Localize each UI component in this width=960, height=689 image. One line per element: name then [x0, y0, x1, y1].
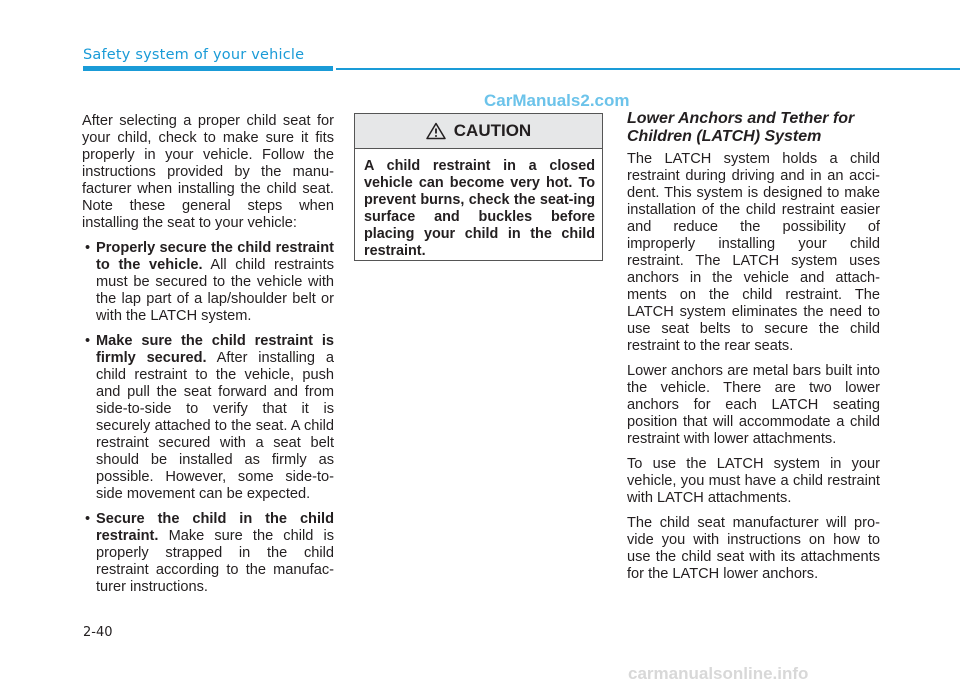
list-item-bold: Make sure the child restraint is firmly secured.	[96, 333, 334, 366]
bullet-icon: •	[85, 240, 91, 256]
bullet-icon: •	[85, 333, 91, 349]
warning-triangle-icon	[426, 122, 446, 140]
latch-paragraph: Lower anchors are metal bars built into the vehicle. There are two lower anchors for each LATCH seating position that will accommodate a child restraint with lower attachments.	[627, 363, 880, 447]
caution-label: CAUTION	[453, 121, 532, 140]
watermark-bottom: carmanualsonline.info	[628, 664, 809, 683]
instruction-list	[82, 240, 334, 596]
list-item	[82, 511, 334, 596]
caution-text: A child restraint in a closed vehicle can become very hot. To prevent burns, check the seat-ing surface and buckles before placing your child in the child restraint.	[364, 158, 595, 259]
latch-paragraph: The child seat manufacturer will pro-vide you with instructions on how to use the child seat with its attachments for the LATCH lower anchors.	[627, 515, 880, 582]
list-item-bold: Secure the child in the child restraint.	[96, 511, 334, 544]
latch-paragraph: The LATCH system holds a child restraint during driving and in an acci-dent. This system is designed to make installation of the child restraint easier and reduce the possibility of improperly installing your child restraint. The LATCH system uses anchors in the vehicle and attach-ments on the child restraint. The LATCH system eliminates the need to use seat belts to secure the child restraint to the rear seats.	[627, 151, 880, 354]
latch-heading: Lower Anchors and Tether for Children (LATCH) System	[627, 110, 855, 145]
section-title: Safety system of your vehicle	[83, 47, 305, 63]
list-item-text: After installing a child restraint to the vehicle, push and pull the seat forward and from side-to-side to verify that it is securely attached to the seat. A child restraint secured with a seat belt should be installed as firmly as possible. However, some side-to-side movement can be expected.	[96, 350, 334, 502]
header-rule-thick	[83, 66, 333, 71]
right-column	[627, 151, 880, 591]
list-item	[82, 333, 334, 503]
intro-paragraph: After selecting a proper child seat for your child, check to make sure it fits properly in your vehicle. Follow the instructions provided by the manu-facturer when installing the child seat. Note these general steps when installing the seat to your vehicle:	[82, 113, 334, 231]
bullet-icon: •	[85, 511, 91, 527]
header-rule-thin	[336, 68, 960, 70]
left-column	[82, 113, 334, 604]
caution-header	[355, 114, 602, 149]
latch-paragraph: To use the LATCH system in your vehicle, you must have a child restraint with LATCH attachments.	[627, 456, 880, 506]
page-number: 2-40	[83, 625, 113, 640]
list-item-text: Make sure the child is properly strapped in the child restraint according to the manufac-turer instructions.	[96, 528, 334, 595]
watermark-top: CarManuals2.com	[484, 91, 630, 110]
caution-box	[354, 113, 603, 261]
list-item-bold: Properly secure the child restraint to the vehicle.	[96, 240, 334, 273]
list-item	[82, 240, 334, 325]
list-item-text: All child restraints must be secured to the vehicle with the lap part of a lap/shoulder belt or with the LATCH system.	[96, 257, 334, 324]
